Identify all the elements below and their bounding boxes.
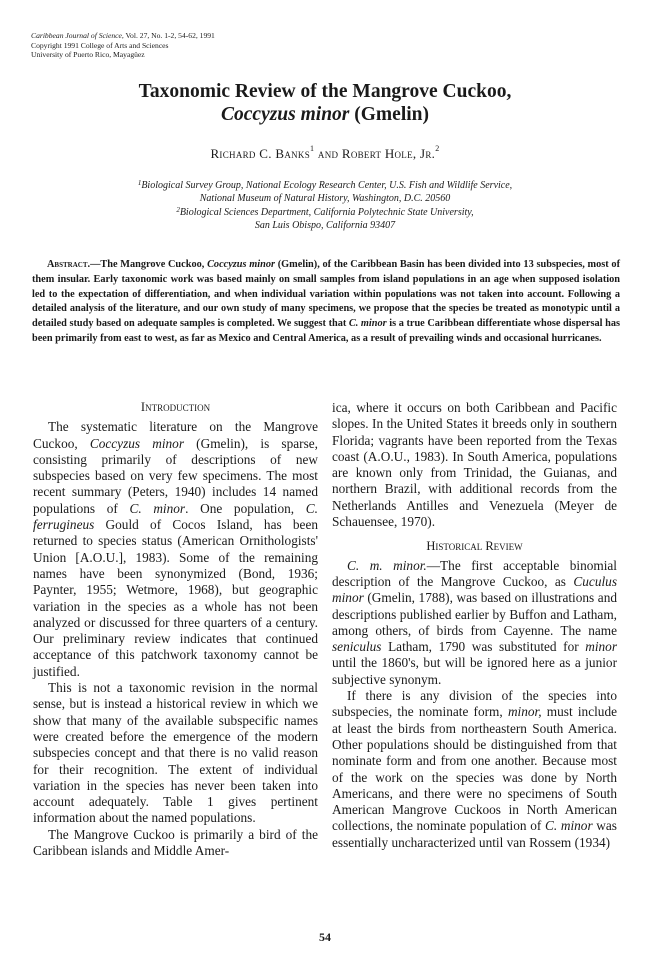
journal-header <box>31 31 351 60</box>
affiliation-2: $^2$Biological Sciences Department, California Polytechnic State University, <box>176 205 474 218</box>
history-paragraph-1: C. m. minor.—The first acceptable binomial description of the Mangrove Cuckoo, as Cuculus minor (Gmelin, 1788), was based on illustrations and descriptions published earlier by Buffon and Latham, among others, of birds from Cayenne. The name seniculus Latham, 1790 was substituted for minor until the 1860's, but will be ignored here as a junior subjective synonym. <box>332 557 618 687</box>
intro-paragraph-1: The systematic literature on the Mangrove Cuckoo, Coccyzus minor (Gmelin), is sparse, consisting primarily of descriptions of new subspecies based on very few specimens. The most recent summary (Peters, 1940) includes 14 named populations of C. minor. One population, C. ferrugineus Gould of Cocos Island, has been returned to species status (American Ornithologists' Union [A.O.U.], 1983). Some of the remaining names have been synonymized (Bond, 1936; Paynter, 1955; Wetmore, 1968), but geographic variation in the species as a whole has not been analyzed or discussed for three quarters of a century. Our preliminary review indicates that continued acceptance of this patchwork taxonomy cannot be justified. <box>33 419 318 679</box>
intro-paragraph-3: The Mangrove Cuckoo is primarily a bird of the Caribbean islands and Middle Amer- <box>33 826 318 859</box>
page-number: 54 <box>319 930 331 944</box>
author-list: Richard C. Banks$^1$ and Robert Hole, Jr.$^2$ <box>210 144 440 161</box>
intro-paragraph-3-continued: ica, where it occurs on both Caribbean and Pacific slopes. In the United States it breeds only in southern Florida; vagrants have been reported from the Texas coast (A.O.U., 1983). In South America, populations are known only from Trinidad, the Guianas, and northern Brazil, with additional records from the Netherlands Antilles and Venezuela (Meyer de Schauensee, 1970). <box>332 400 617 530</box>
affiliation-1: $^1$Biological Survey Group, National Ecology Research Center, U.S. Fish and Wildlife Service, <box>137 179 513 191</box>
abstract-label: Abstract. <box>47 259 91 270</box>
paper-title: Taxonomic Review of the Mangrove Cuckoo, Coccyzus minor (Gmelin) <box>138 81 512 125</box>
left-column <box>33 399 318 859</box>
section-heading-historical-review: Historical Review <box>426 539 523 554</box>
university-line: University of Puerto Rico, Mayagüez <box>31 50 145 60</box>
history-paragraph-2: If there is any division of the species into subspecies, the nominate form, minor, must include at least the birds from northeastern South America. Other populations should be distinguished from that nominate form and from one another. Because most of the work on the species was done by North Americans, and there were no specimens of South American Mangrove Cuckoos in North American collections, the nominate population of C. minor was essentially uncharacterized until van Rossem (1934) <box>332 688 618 850</box>
copyright-line: Copyright 1991 College of Arts and Sciences <box>31 40 169 50</box>
right-column <box>332 400 617 851</box>
journal-citation: Caribbean Journal of Science, Vol. 27, No. 1-2, 54-62, 1991 <box>31 31 215 40</box>
author-1: Richard C. Banks <box>210 146 311 161</box>
author-2: Robert Hole, Jr. <box>341 146 436 161</box>
species-name: Coccyzus minor <box>221 104 350 125</box>
intro-paragraph-2: This is not a taxonomic revision in the normal sense, but is instead a historical review in which we show that many of the available subspecific names were created before the emergence of the modern subspecies concept and that there is no valid reason for their recognition. The extent of individual variation in the species has never been taken into account adequately. Table 1 gives pertinent information about the named populations. <box>33 680 318 826</box>
section-heading-introduction: Introduction <box>140 400 211 414</box>
abstract: Abstract.—The Mangrove Cuckoo, Coccyzus minor (Gmelin), of the Caribbean Basin has been divided into 13 subspecies, most of them insular. Early taxonomic work was based mainly on small samples from island populations in an age when supposed isolation led to the expectation of differentiation, and when individual variation within populations was not taken into account. Following a detailed analysis of the literature, and our own study of many specimens, we propose that the species be treated as monotypic until a detailed study based on adequate samples is completed. We suggest that C. minor is a true Caribbean differentiate whose dispersal has been primarily from east to west, as far as Mexico and Central America, as a result of prevailing winds and occasional hurricanes. <box>32 259 620 344</box>
affiliations: $^1$Biological Survey Group, National Ecology Research Center, U.S. Fish and Wildlife Service, National Museum of Natural History, Washington, D.C. 20560 $^2$Biological Sciences Department, California Polytechnic State University, San Luis Obispo, California 93407 <box>0 179 650 233</box>
